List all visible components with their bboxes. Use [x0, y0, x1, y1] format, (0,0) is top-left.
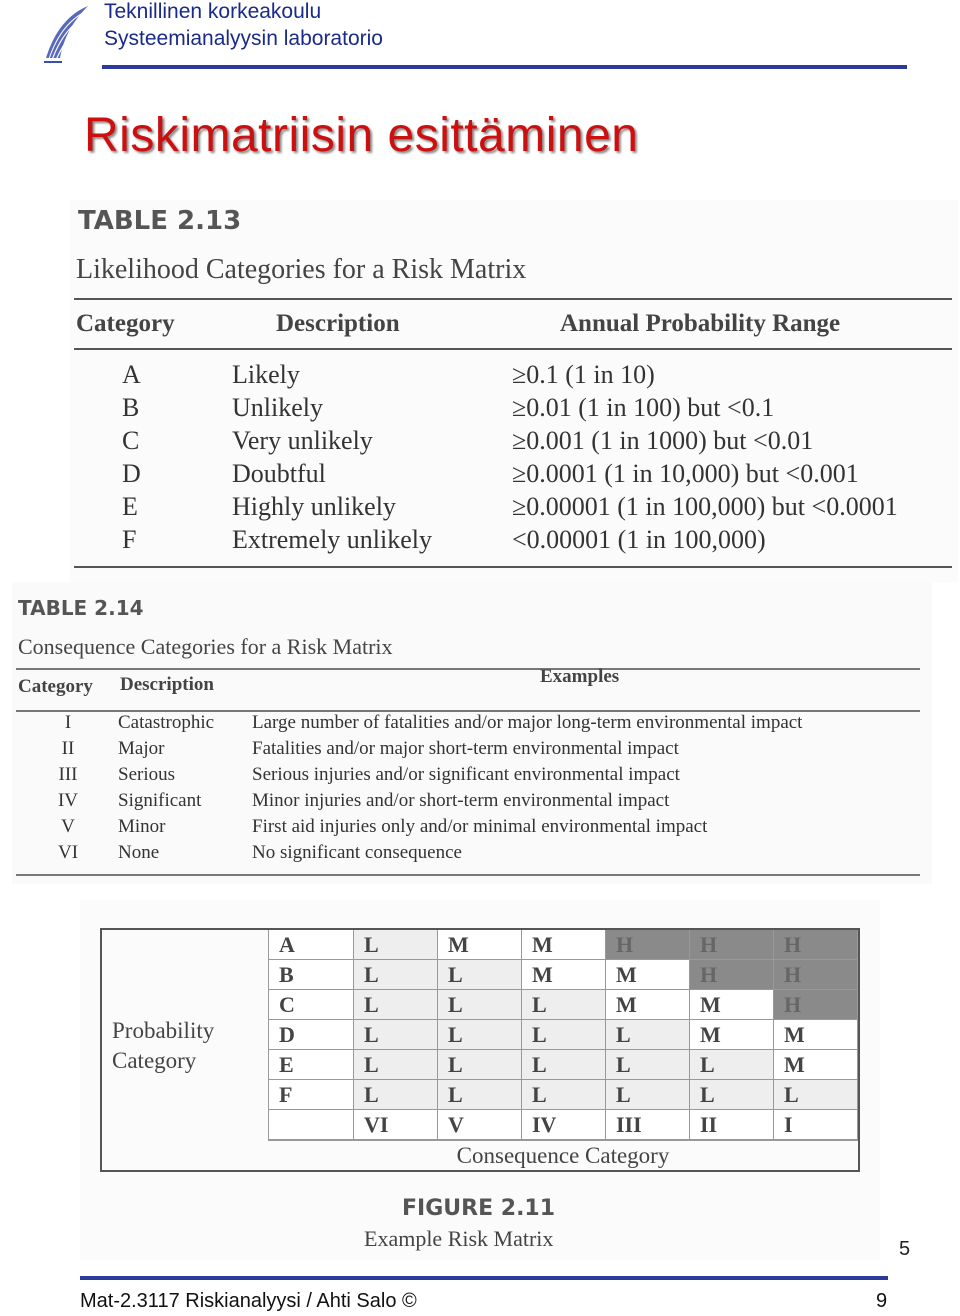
probability-cell: ≥0.1 (1 in 10): [512, 360, 655, 389]
matrix-cell: H: [774, 990, 858, 1020]
matrix-cell: L: [690, 1050, 774, 1080]
matrix-column-label: V: [438, 1110, 522, 1140]
column-header: Description: [120, 674, 214, 695]
matrix-column-label: III: [606, 1110, 690, 1140]
examples-cell: Minor injuries and/or short-term environmental impact: [252, 790, 670, 811]
table-rule: [16, 874, 920, 876]
matrix-cell: L: [354, 1020, 438, 1050]
consequence-axis-label: Consequence Category: [268, 1140, 858, 1171]
matrix-cell: M: [690, 990, 774, 1020]
column-header: Description: [276, 310, 400, 337]
examples-cell: Large number of fatalities and/or major long-term environmental impact: [252, 712, 803, 733]
risk-matrix-grid: [268, 930, 858, 1140]
category-cell: IV: [57, 790, 79, 811]
matrix-cell: L: [522, 990, 606, 1020]
matrix-column-label: II: [690, 1110, 774, 1140]
description-cell: Catastrophic: [118, 712, 215, 733]
table-rule: [74, 348, 952, 350]
probability-cell: ≥0.001 (1 in 1000) but <0.01: [512, 426, 814, 455]
probability-cell: ≥0.0001 (1 in 10,000) but <0.001: [512, 459, 859, 488]
risk-matrix-figure: [80, 900, 880, 1260]
matrix-cell: L: [690, 1080, 774, 1110]
category-cell: II: [61, 738, 75, 759]
matrix-cell: M: [522, 930, 606, 960]
description-cell: Minor: [118, 816, 166, 837]
matrix-cell: M: [690, 1020, 774, 1050]
matrix-cell: H: [774, 930, 858, 960]
matrix-cell: M: [438, 930, 522, 960]
matrix-cell: L: [438, 960, 522, 990]
university-logo-icon: [40, 2, 92, 64]
figure-number: FIGURE 2.11: [402, 1196, 556, 1221]
matrix-cell: L: [522, 1020, 606, 1050]
matrix-cell: M: [606, 960, 690, 990]
matrix-cell: L: [774, 1080, 858, 1110]
matrix-column-label: IV: [522, 1110, 606, 1140]
table-number: TABLE 2.14: [18, 596, 144, 620]
category-cell: A: [122, 360, 141, 389]
likelihood-table: [70, 200, 958, 582]
matrix-cell: L: [354, 1080, 438, 1110]
probability-label-line1: Probability: [112, 1018, 215, 1043]
matrix-cell: L: [354, 990, 438, 1020]
matrix-cell: H: [774, 960, 858, 990]
probability-cell: <0.00001 (1 in 100,000): [512, 525, 766, 554]
footer-divider: [80, 1276, 888, 1280]
examples-cell: First aid injuries only and/or minimal environmental impact: [252, 816, 708, 837]
matrix-column-label: I: [774, 1110, 858, 1140]
matrix-cell: L: [606, 1050, 690, 1080]
examples-cell: Serious injuries and/or significant environmental impact: [252, 764, 680, 785]
matrix-row-label: F: [268, 1080, 354, 1110]
table-caption: Likelihood Categories for a Risk Matrix: [76, 254, 527, 285]
description-cell: Major: [118, 738, 165, 759]
matrix-cell: L: [354, 930, 438, 960]
description-cell: Very unlikely: [232, 426, 373, 455]
category-cell: III: [58, 764, 78, 785]
consequence-table: [12, 582, 932, 884]
table-rule: [16, 668, 920, 670]
probability-axis-label: [112, 1016, 214, 1076]
description-cell: Serious: [118, 764, 175, 785]
footer-course: Mat-2.3117 Riskianalyysi / Ahti Salo ©: [80, 1290, 417, 1312]
table-rule: [74, 298, 952, 300]
category-cell: D: [122, 459, 141, 488]
description-cell: Doubtful: [232, 459, 326, 488]
matrix-cell: H: [690, 930, 774, 960]
matrix-row-label: B: [268, 960, 354, 990]
matrix-cell: M: [774, 1020, 858, 1050]
inner-page-number: 5: [899, 1238, 911, 1260]
matrix-column-label: VI: [354, 1110, 438, 1140]
table-rule: [74, 566, 952, 568]
description-cell: Highly unlikely: [232, 492, 396, 521]
category-cell: C: [122, 426, 140, 455]
matrix-row-label: E: [268, 1050, 354, 1080]
description-cell: Significant: [118, 790, 202, 811]
category-cell: F: [122, 525, 137, 554]
matrix-cell: L: [522, 1080, 606, 1110]
description-cell: Extremely unlikely: [232, 525, 433, 554]
table-caption: Consequence Categories for a Risk Matrix: [18, 634, 393, 659]
matrix-cell: L: [606, 1020, 690, 1050]
matrix-cell: L: [606, 1080, 690, 1110]
description-cell: None: [118, 842, 160, 863]
org-name-line1: Teknillinen korkeakoulu: [104, 0, 322, 23]
org-name-line2: Systeemianalyysin laboratorio: [104, 27, 383, 50]
probability-label-line2: Category: [112, 1048, 197, 1073]
probability-cell: ≥0.00001 (1 in 100,000) but <0.0001: [512, 492, 898, 521]
category-cell: V: [61, 816, 75, 837]
matrix-cell: M: [774, 1050, 858, 1080]
matrix-cell: M: [522, 960, 606, 990]
matrix-cell: L: [354, 960, 438, 990]
page-number: 9: [876, 1290, 888, 1312]
matrix-cell: L: [354, 1050, 438, 1080]
matrix-row-label: C: [268, 990, 354, 1020]
category-cell: E: [122, 492, 138, 521]
matrix-cell: M: [606, 990, 690, 1020]
category-cell: I: [64, 712, 72, 733]
examples-cell: No significant consequence: [252, 842, 462, 863]
examples-cell: Fatalities and/or major short-term environmental impact: [252, 738, 679, 759]
slide-title: Riskimatriisin esittäminen: [84, 109, 639, 162]
matrix-cell: L: [438, 1020, 522, 1050]
matrix-cell: L: [438, 1080, 522, 1110]
matrix-cell: H: [606, 930, 690, 960]
matrix-cell: L: [522, 1050, 606, 1080]
category-cell: VI: [57, 842, 79, 863]
probability-cell: ≥0.01 (1 in 100) but <0.1: [512, 393, 775, 422]
matrix-corner: [268, 1110, 354, 1140]
matrix-cell: L: [438, 990, 522, 1020]
matrix-row-label: D: [268, 1020, 354, 1050]
description-cell: Unlikely: [232, 393, 323, 422]
description-cell: Likely: [232, 360, 300, 389]
header-divider: [102, 65, 907, 69]
matrix-cell: L: [438, 1050, 522, 1080]
column-header: Examples: [540, 666, 620, 687]
figure-caption: Example Risk Matrix: [364, 1226, 554, 1251]
column-header: Category: [76, 310, 175, 337]
matrix-cell: H: [690, 960, 774, 990]
table-number: TABLE 2.13: [78, 206, 242, 236]
column-header: Category: [18, 676, 93, 697]
column-header: Annual Probability Range: [560, 310, 841, 337]
risk-matrix: [100, 928, 860, 1172]
matrix-row-label: A: [268, 930, 354, 960]
category-cell: B: [122, 393, 140, 422]
